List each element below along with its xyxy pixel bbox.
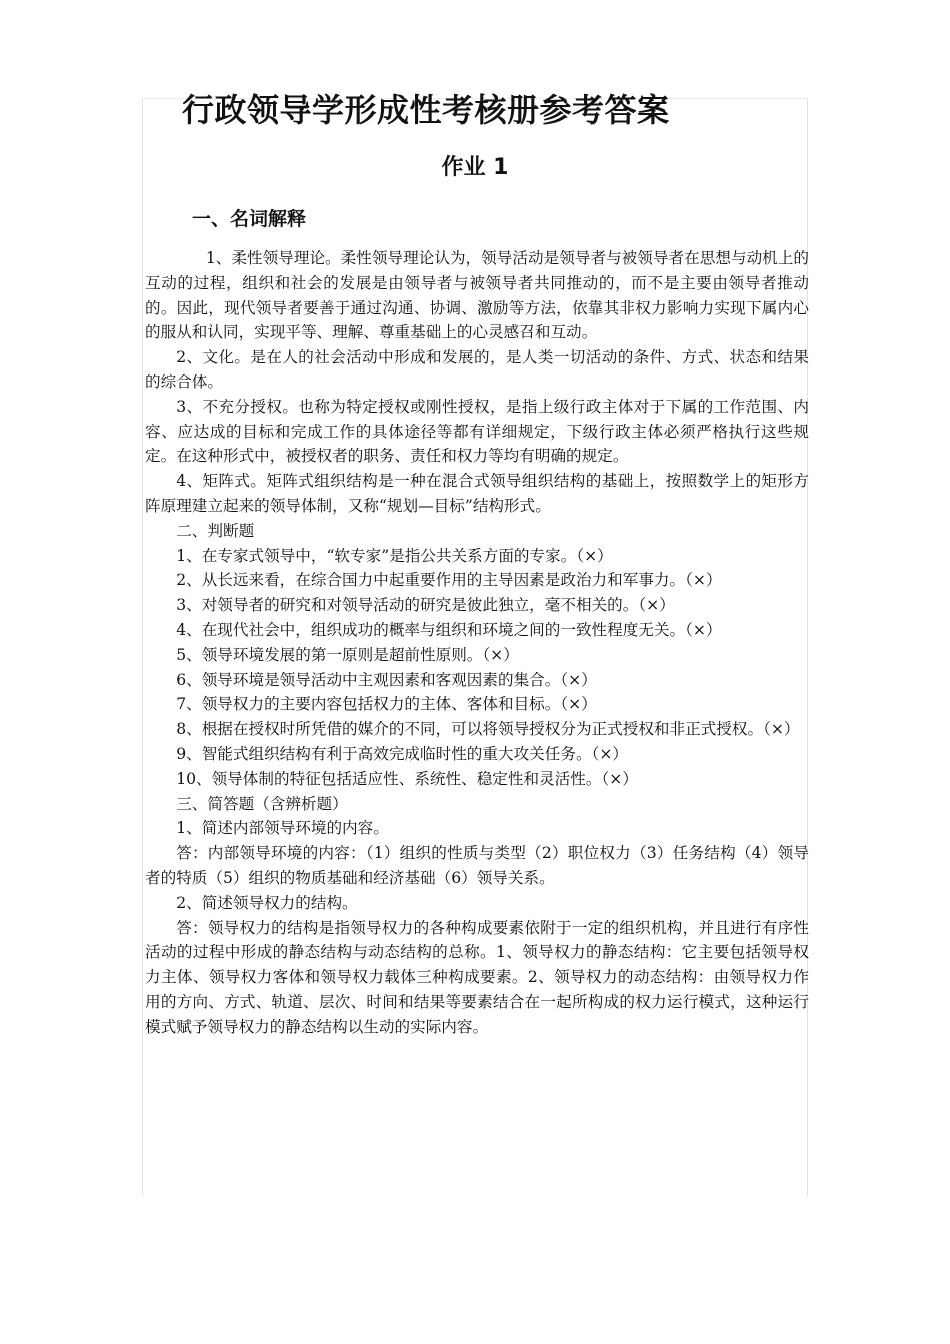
answer: 答：内部领导环境的内容：（1）组织的性质与类型（2）职位权力（3）任务结构（4）领导者的特质（5）组织的物质基础和经济基础（6）领导关系。 [145,844,809,887]
document-body [145,246,809,1040]
paragraph: 3、对领导者的研究和对领导活动的研究是彼此独立，毫不相关的。（×） [176,596,675,615]
paragraph: 5、领导环境发展的第一原则是超前性原则。（×） [176,645,519,664]
answer: 答：领导权力的结构是指领导权力的各种构成要素依附于一定的组织机构，并且进行有序性活动的过程中形成的静态结构与动态结构的总称。1、领导权力的静态结构：它主要包括领导权力主体、领导权力客体和领导权力载体三种构成要素。2、领导权力的动态结构：由领导权力作用的方向、方式、轨道、层次、时间和结果等要素结合在一起所构成的权力运行模式，这种运行模式赋予领导权力的静态结构以生动的实际内容。 [145,918,809,1036]
section-heading-short-answer: 三、简答题（含辨析题） [176,794,348,813]
section-heading-definitions: 一、名词解释 [192,208,307,230]
paragraph: 7、领导权力的主要内容包括权力的主体、客体和目标。（×） [176,695,597,714]
paragraph: 2、文化。是在人的社会活动中形成和发展的，是人类一切活动的条件、方式、状态和结果的综合体。 [145,348,809,391]
document-subtitle: 作业 1 [441,155,509,180]
section-heading-true-false: 二、判断题 [176,521,255,540]
paragraph: 1、在专家式领导中，“软专家”是指公共关系方面的专家。（×） [176,546,613,565]
question: 1、简述内部领导环境的内容。 [176,819,389,838]
document-title: 行政领导学形成性考核册参考答案 [182,91,670,129]
paragraph: 2、从长远来看，在综合国力中起重要作用的主导因素是政治力和军事力。（×） [176,571,722,590]
paragraph: 4、矩阵式。矩阵式组织结构是一种在混合式领导组织结构的基础上，按照数学上的矩形方阵原理建立起来的领导体制，又称“规划—目标”结构形式。 [145,472,809,515]
paragraph: 3、不充分授权。也称为特定授权或刚性授权，是指上级行政主体对于下属的工作范围、内容、应达成的目标和完成工作的具体途径等都有详细规定，下级行政主体必须严格执行这些规定。在这种形式中，被授权者的职务、责任和权力等均有明确的规定。 [145,397,809,466]
paragraph: 9、智能式组织结构有利于高效完成临时性的重大攻关任务。（×） [176,744,628,763]
paragraph: 4、在现代社会中，组织成功的概率与组织和环境之间的一致性程度无关。（×） [176,620,722,639]
paragraph: 1、柔性领导理论。柔性领导理论认为，领导活动是领导者与被领导者在思想与动机上的互动的过程，组织和社会的发展是由领导者与被领导者共同推动的，而不是主要由领导者推动的。因此，现代领导者要善于通过沟通、协调、激励等方法，依靠其非权力影响力实现下属内心的服从和认同，实现平等、理解、尊重基础上的心灵感召和互动。 [145,249,809,342]
paragraph: 6、领导环境是领导活动中主观因素和客观因素的集合。（×） [176,670,597,689]
question: 2、简述领导权力的结构。 [176,893,358,912]
paragraph: 8、根据在授权时所凭借的媒介的不同，可以将领导授权分为正式授权和非正式授权。（×） [176,720,800,739]
paragraph: 10、领导体制的特征包括适应性、系统性、稳定性和灵活性。（×） [176,769,638,788]
